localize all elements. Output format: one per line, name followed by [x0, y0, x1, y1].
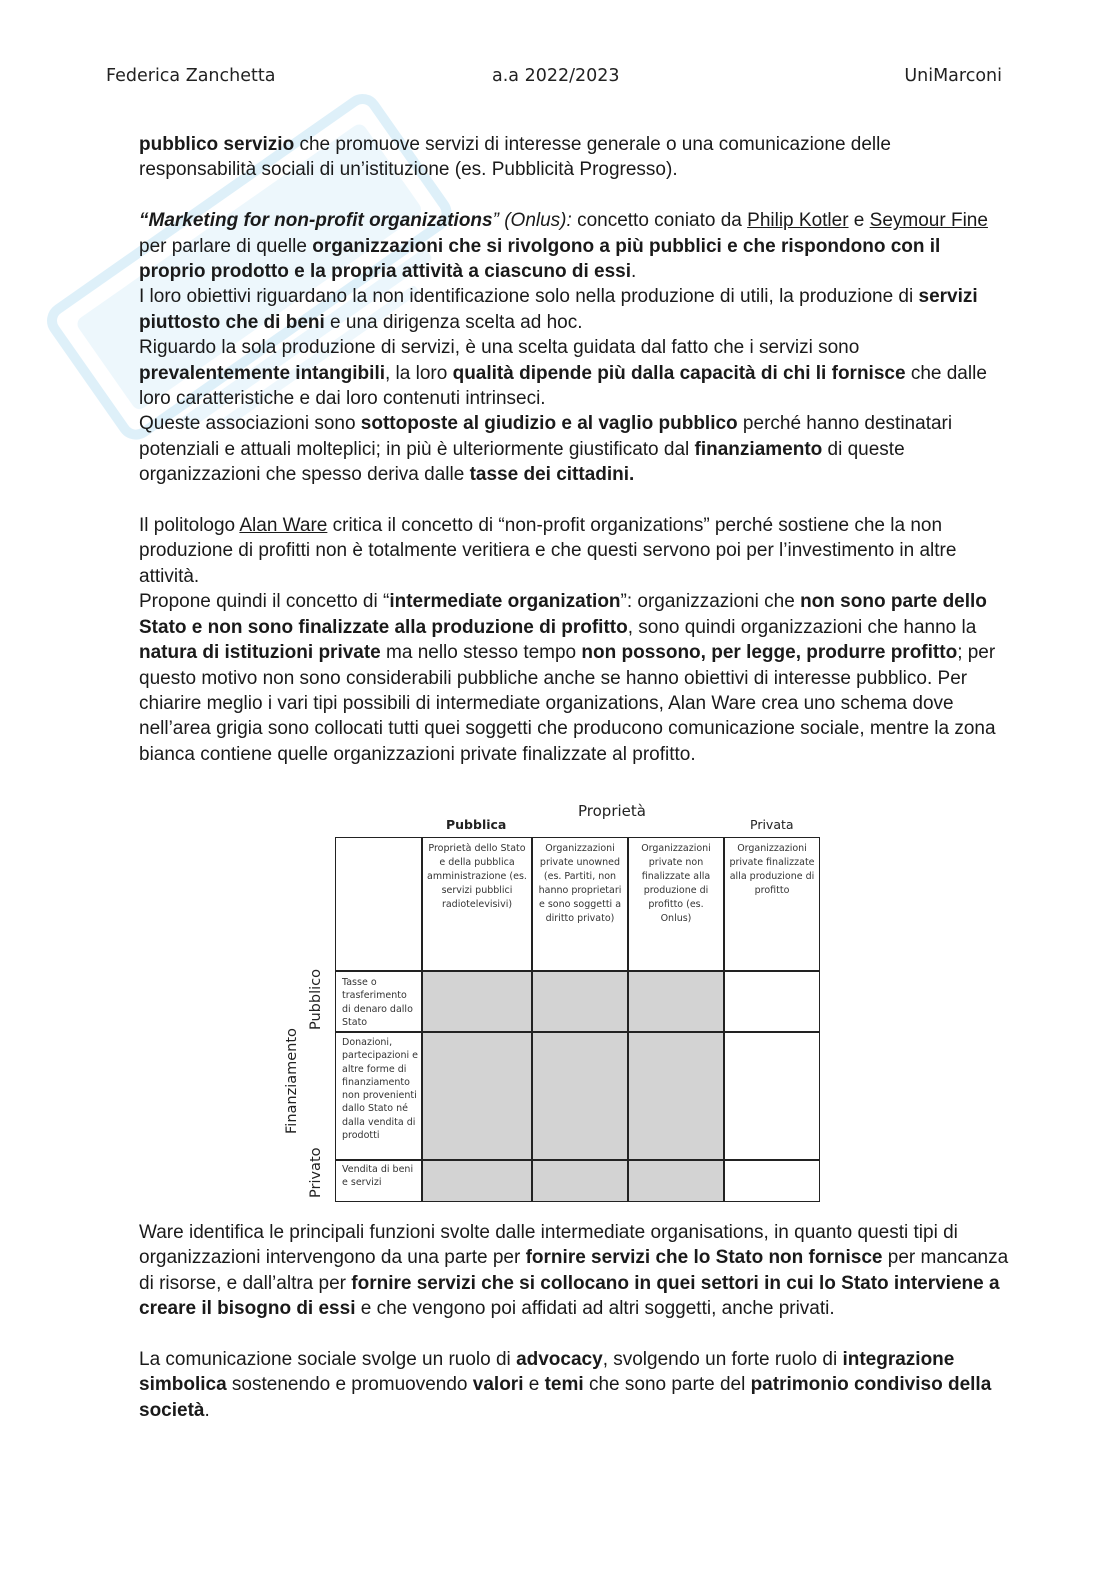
link-seymour-fine: Seymour Fine: [869, 210, 988, 232]
paragraph-alan-ware: Il politologo Alan Ware critica il concetto di “non-profit organizations” perché sostiene che la non produzione di profitti non è totalmente veritiera e che questi servono poi per l’investimento in altre attività.: [139, 515, 957, 587]
paragraph-funzioni: Ware identifica le principali funzioni svolte dalle intermediate organisations, in quanto questi tipi di organizzazioni intervengono da una parte per fornire servizi che lo Stato non fornisce per mancanza di risorse, e dall’altra per fornire servizi che si collocano in quei settori in cui lo Stato interviene a creare il bisogno di essi e che vengono poi affidati ad altri soggetti, anche privati.: [139, 1222, 1009, 1320]
axis-finanziamento: Finanziamento: [284, 1028, 300, 1134]
paragraph-advocacy: La comunicazione sociale svolge un ruolo di advocacy, svolgendo un forte ruolo di integrazione simbolica sostenendo e promuovendo valori e temi che sono parte del patrimonio condiviso della società.: [139, 1349, 992, 1421]
axis-privato: Privato: [308, 1147, 324, 1198]
row-header-donazioni: Donazioni, partecipazioni e altre forme di finanziamento non provenienti dallo Stato né dalla vendita di prodotti: [342, 1037, 419, 1142]
figure-title: Proprietà: [578, 802, 646, 820]
figure-label-privata: Privata: [750, 817, 794, 832]
gray-area: [422, 972, 724, 1201]
figure-label-pubblica: Pubblica: [446, 817, 507, 832]
text-block-bottom: [139, 1220, 1011, 1423]
paragraph-associazioni: Queste associazioni sono sottoposte al giudizio e al vaglio pubblico perché hanno destinatari potenziali e attuali molteplici; in più è ulteriormente giustificato dal finanziamento di queste organizzazioni che spesso deriva dalle tasse dei cittadini.: [139, 413, 953, 486]
paragraph-pubblico-servizio: pubblico servizio che promuove servizi di interesse generale o una comunicazione delle responsabilità sociali di un’istituzione (es. Pubblicità Progresso).: [139, 134, 891, 181]
axis-pubblico: Pubblico: [308, 969, 324, 1030]
header-author: Federica Zanchetta: [106, 66, 276, 86]
col-header-stato: Proprietà dello Stato e della pubblica amministrazione (es. servizi pubblici radiotelevisivi): [427, 843, 527, 910]
row-header-tasse: Tasse o trasferimento di denaro dallo Stato: [342, 977, 413, 1028]
col-header-unowned: Organizzazioni private unowned (es. Partiti, non hanno proprietari e sono soggetti a diritto privato): [538, 843, 622, 924]
header-year: a.a 2022/2023: [492, 66, 620, 86]
paragraph-obiettivi: I loro obiettivi riguardano la non identificazione solo nella produzione di utili, la produzione di servizi piuttosto che di beni e una dirigenza scelta ad hoc.: [139, 286, 978, 333]
link-alan-ware: Alan Ware: [239, 515, 328, 537]
header-university: UniMarconi: [904, 66, 1002, 86]
paragraph-intermediate: Propone quindi il concetto di “intermediate organization”: organizzazioni che non sono parte dello Stato e non sono finalizzate alla produzione di profitto, sono quindi organizzazioni che hanno la natura di istituzioni private ma nello stesso tempo non possono, per legge, produrre profitto; per questo motivo non sono considerabili pubbliche anche se hanno obiettivi di interesse pubblico. Per chiarire meglio i vari tipi possibili di intermediate organizations, Alan Ware crea uno schema dove nell’area grigia sono collocati tutti quei soggetti che producono comunicazione sociale, mentre la zona bianca contiene quelle organizzazioni private finalizzate al profitto.: [139, 591, 996, 765]
paragraph-marketing-nonprofit: “Marketing for non-profit organizations” (Onlus): concetto coniato da Philip Kotler e Seymour Fine per parlare di quelle organizzazioni che si rivolgono a più pubblici e che rispondono con il proprio prodotto e la propria attività a ciascuno di essi.: [139, 210, 988, 283]
ware-scheme-figure: [280, 800, 825, 1210]
text-block-top: [139, 132, 1011, 767]
row-header-vendita: Vendita di beni e servizi: [342, 1164, 414, 1189]
paragraph-servizi: Riguardo la sola produzione di servizi, è una scelta guidata dal fatto che i servizi sono prevalentemente intangibili, la loro qualità dipende più dalla capacità di chi li fornisce che dalle loro caratteristiche e dai loro contenuti intrinseci.: [139, 337, 987, 410]
col-header-profit: Organizzazioni private finalizzate alla produzione di profitto: [729, 843, 815, 896]
col-header-onlus: Organizzazioni private non finalizzate alla produzione di profitto (es. Onlus): [641, 843, 711, 924]
scheme-grid: [335, 837, 820, 1202]
page-header: [106, 66, 1002, 94]
link-philip-kotler: Philip Kotler: [747, 210, 849, 232]
